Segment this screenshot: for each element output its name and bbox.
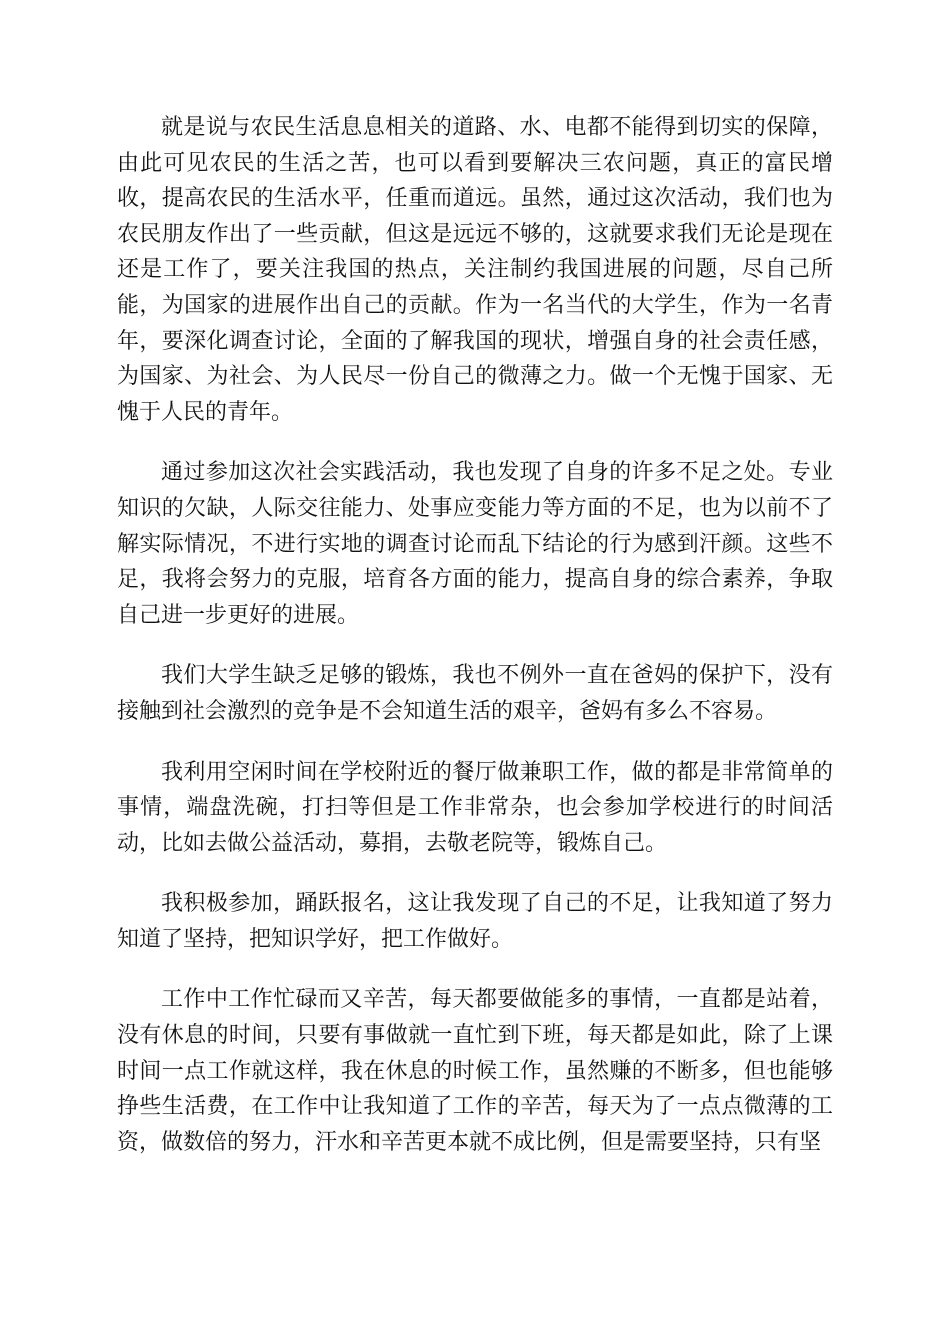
paragraph-4: 我利用空闲时间在学校附近的餐厅做兼职工作，做的都是非常简单的事情，端盘洗碗，打扫等但是工作非常杂，也会参加学校进行的时间活动，比如去做公益活动，募捐，去敬老院等，锻炼自己。	[117, 759, 833, 856]
paragraph-5: 我积极参加，踊跃报名，这让我发现了自己的不足，让我知道了努力知道了坚持，把知识学好，把工作做好。	[117, 891, 833, 952]
paragraph-1: 就是说与农民生活息息相关的道路、水、电都不能得到切实的保障，由此可见农民的生活之苦，也可以看到要解决三农问题，真正的富民增收，提高农民的生活水平，任重而道远。虽然，通过这次活动，我们也为农民朋友作出了一些贡献，但这是远远不够的，这就要求我们无论是现在还是工作了，要关注我国的热点，关注制约我国进展的问题，尽自己所能，为国家的进展作出自己的贡献。作为一名当代的大学生，作为一名青年，要深化调查讨论，全面的了解我国的现状，增强自身的社会责任感，为国家、为社会、为人民尽一份自己的微薄之力。做一个无愧于国家、无愧于人民的青年。	[117, 115, 833, 425]
paragraph-3: 我们大学生缺乏足够的锻炼，我也不例外一直在爸妈的保护下，没有接触到社会激烈的竞争是不会知道生活的艰辛，爸妈有多么不容易。	[117, 663, 833, 724]
document-body	[117, 110, 833, 1185]
paragraph-2: 通过参加这次社会实践活动，我也发现了自身的许多不足之处。专业知识的欠缺，人际交往能力、处事应变能力等方面的不足，也为以前不了解实际情况，不进行实地的调查讨论而乱下结论的行为感到汗颜。这些不足，我将会努力的克服，培育各方面的能力，提高自身的综合素养，争取自己进一步更好的进展。	[117, 460, 833, 628]
paragraph-6: 工作中工作忙碌而又辛苦，每天都要做能多的事情，一直都是站着，没有休息的时间，只要有事做就一直忙到下班，每天都是如此，除了上课时间一点工作就这样，我在休息的时候工作，虽然赚的不断多，但也能够挣些生活费，在工作中让我知道了工作的辛苦，每天为了一点点微薄的工资，做数倍的努力，汗水和辛苦更本就不成比例，但是需要坚持，只有坚	[117, 987, 833, 1155]
